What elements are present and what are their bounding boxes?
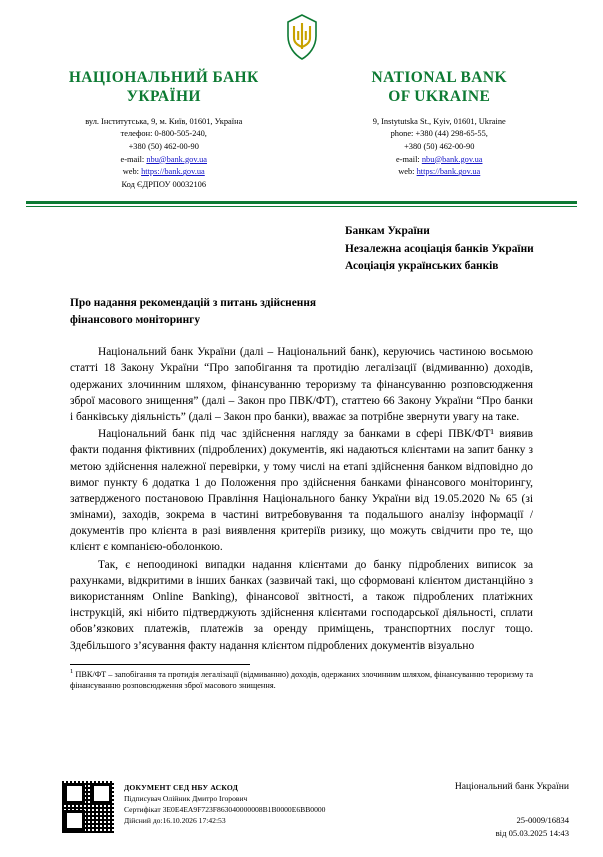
footnote-separator xyxy=(70,664,250,665)
edrpou-code: Код ЄДРПОУ 00032106 xyxy=(121,179,207,189)
emblem-container xyxy=(0,0,603,60)
signer-name: Підписувач Олійник Дмитро Ігорович xyxy=(124,794,248,804)
web-row-en xyxy=(302,166,578,179)
addressee-line-3: Асоціація українських банків xyxy=(345,259,499,272)
footnote xyxy=(0,669,603,692)
certificate-validity: Дійсний до:16.10.2026 17:42:53 xyxy=(124,816,226,826)
ukraine-trident-emblem xyxy=(285,14,319,60)
addressee-line-2: Незалежна асоціація банків України xyxy=(345,242,534,255)
footnote-marker: 1 xyxy=(70,668,74,676)
email-link-uk[interactable]: nbu@bank.gov.ua xyxy=(146,154,207,164)
email-label-en: e-mail: xyxy=(396,154,422,164)
sed-title: ДОКУМЕНТ СЕД НБУ АСКОД xyxy=(124,783,239,793)
email-label-uk: e-mail: xyxy=(120,154,147,164)
bank-title-en-line2: OF UKRAINE xyxy=(388,88,491,106)
document-body xyxy=(0,344,603,654)
footnote-text: ПВК/ФТ – запобігання та протидія легалізації (відмиванню) доходів, одержаних злочинним шляхом, фінансуванню тероризму та фінансуванню розповсюдження зброї масового знищення. xyxy=(70,669,534,691)
email-row-uk xyxy=(26,154,302,167)
web-link-en[interactable]: https://bank.gov.ua xyxy=(416,167,481,177)
certificate-id: Сертифікат 3E0E4EA9F723F863040000008B1B0000E6BB0000 xyxy=(124,805,326,815)
body-paragraph-2: Національний банк під час здійснення нагляду за банками в сфері ПВК/ФТ¹ виявив факти подання фіктивних (підроблених) документів, які надаються клієнтами на запит банку з метою здійснення належної перевірки, у тому числі на етапі здійснення банком відповідно до вимог пункту 6 додатка 1 до Положення про здійснення банками фінансового моніторингу, затвердженого постановою Правління Національного банку України від 19.05.2020 № 65 (зі змінами), заходів, зокрема в частині витребовування та подальшого аналізу інформації / документів про клієнта в разі виявлення критеріїв ризику, що можуть свідчити про те, що клієнт є компанією-оболонкою. xyxy=(70,428,533,554)
letterhead-ukrainian xyxy=(26,68,302,191)
registration-number: 25-0009/16834 xyxy=(516,815,569,826)
addressee-line-1: Банкам України xyxy=(345,225,430,238)
header-divider xyxy=(0,201,603,207)
electronic-signature-block xyxy=(124,781,374,826)
web-label-en: web: xyxy=(398,167,417,177)
bank-title-uk-line1: НАЦІОНАЛЬНИЙ БАНК xyxy=(68,69,259,86)
divider-thick xyxy=(26,201,577,204)
divider-thin xyxy=(26,206,577,207)
addressee-block xyxy=(0,223,603,275)
address-uk: вул. Інститутська, 9, м. Київ, 01601, Україна xyxy=(85,116,243,126)
letterhead xyxy=(0,60,603,191)
phone2-uk: +380 (50) 462-00-90 xyxy=(128,141,199,151)
phone-en: phone: +380 (44) 298-65-55, xyxy=(390,129,488,139)
bank-title-en xyxy=(302,68,578,107)
phone2-en: +380 (50) 462-00-90 xyxy=(404,141,475,151)
organization-name: Національний банк України xyxy=(454,781,569,793)
registration-block xyxy=(455,781,577,839)
web-label-uk: web: xyxy=(122,167,142,177)
bank-title-en-line1: NATIONAL BANK xyxy=(371,69,507,86)
email-row-en xyxy=(302,154,578,167)
address-block-en xyxy=(302,116,578,179)
address-en: 9, Instytutska St., Kyiv, 01601, Ukraine xyxy=(372,116,506,126)
body-paragraph-3: Так, є непоодинокі випадки надання клієнтами до банку підроблених виписок за рахунками, відкритими в інших банках (зазвичай такі, що сформовані клієнтом дистанційно з використанням Online Banking), фінансової звітності, а також підроблених платіжних інструкцій, які нібито підтверджують здійснення клієнтами господарської діяльності, сплати обов’язкових платежів, платежів за оренду приміщень, транспортних послуг тощо. Здебільшого з’ясування факту надання клієнтом підроблених документів візуально xyxy=(70,558,533,652)
web-link-uk[interactable]: https://bank.gov.ua xyxy=(141,167,205,177)
body-paragraph-1: Національний банк України (далі – Національний банк), керуючись частиною восьмою статті 18 Закону України “Про запобігання та протидію легалізації (відмиванню) доходів, одержаних злочинним шляхом, фінансуванню тероризму та фінансуванню розповсюдження зброї масового знищення” (далі – Закон про ПВК/ФТ), статтею 66 Закону України “Про банки і банківську діяльність” (далі – Закон про банки), вважає за потрібне звернути увагу на таке. xyxy=(70,346,533,423)
phone-uk: телефон: 0-800-505-240, xyxy=(120,129,207,139)
bank-title-uk-line2: УКРАЇНИ xyxy=(126,88,201,106)
subject-line: Про надання рекомендацій з питань здійснення фінансового моніторингу xyxy=(70,297,317,326)
web-row-uk xyxy=(26,166,302,179)
registration-date: від 05.03.2025 14:43 xyxy=(495,827,569,838)
address-block-uk xyxy=(26,116,302,192)
qr-code xyxy=(62,781,114,833)
letterhead-english xyxy=(302,68,578,191)
bank-title-uk xyxy=(26,68,302,107)
signature-row xyxy=(0,781,603,839)
email-link-en[interactable]: nbu@bank.gov.ua xyxy=(421,154,483,164)
